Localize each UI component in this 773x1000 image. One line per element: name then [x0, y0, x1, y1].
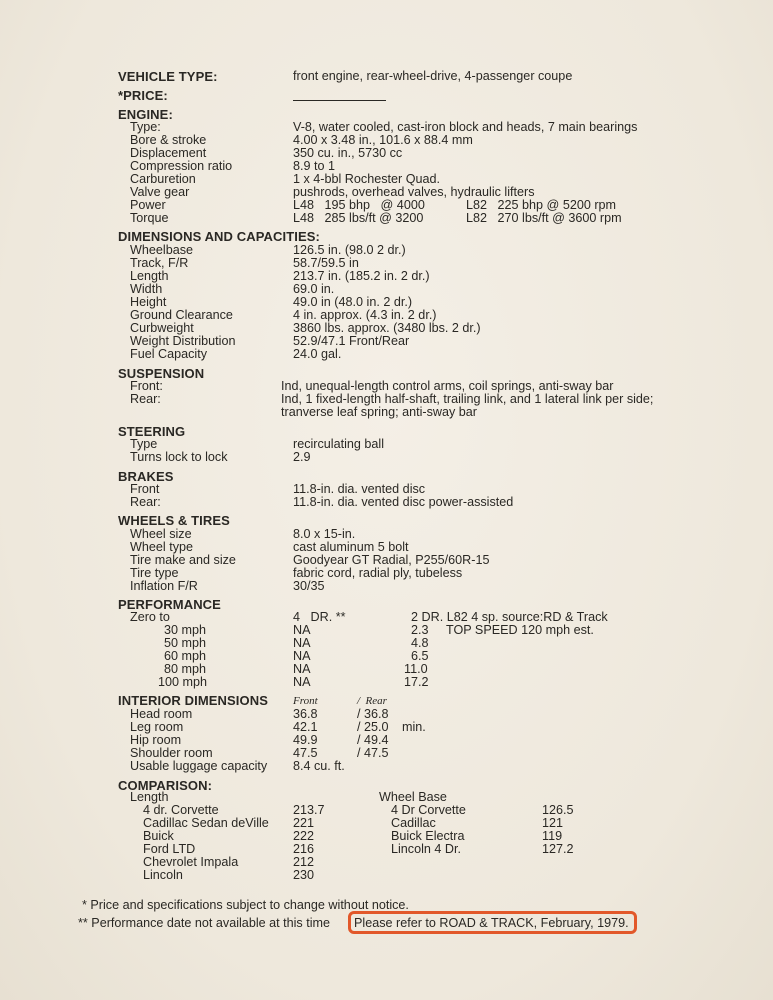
length-car: Buick [143, 829, 174, 843]
perf-2dr-value: 4.8 [411, 636, 429, 650]
wheels-heading: WHEELS & TIRES [118, 513, 230, 528]
spec-value: cast aluminum 5 bolt [293, 540, 409, 554]
comparison-row [0, 869, 773, 882]
wheelbase-car: Buick Electra [391, 829, 465, 843]
spec-value: 4 in. approx. (4.3 in. 2 dr.) [293, 308, 437, 322]
zero-to-label: Zero to [130, 610, 170, 624]
spec-label: Curbweight [130, 321, 194, 335]
wheelbase-header: Wheel Base [379, 790, 447, 804]
comparison-row [0, 804, 773, 817]
interior-luggage-row [0, 760, 773, 773]
spec-label: Turns lock to lock [130, 450, 228, 464]
spec-label: Front [130, 482, 160, 496]
interior-front-header: Front [293, 695, 318, 707]
wheels-row [0, 567, 773, 580]
perf-2dr-value: 6.5 [411, 649, 429, 663]
spec-label: Valve gear [130, 185, 190, 199]
steering-row [0, 438, 773, 451]
interior-rear-value: / 47.5 [357, 746, 389, 760]
length-value: 222 [293, 829, 315, 843]
interior-front-value: 47.5 [293, 746, 318, 760]
wheelbase-value: 119 [542, 829, 563, 843]
wheelbase-value: 121 [542, 816, 564, 830]
spec-label: Ground Clearance [130, 308, 233, 322]
spec-label: Bore & stroke [130, 133, 207, 147]
spec-label: Type [130, 437, 158, 451]
length-value: 221 [293, 816, 315, 830]
interior-front-value: 42.1 [293, 720, 318, 734]
spec-label: Width [130, 282, 163, 296]
vehicle-type-label: VEHICLE TYPE: [118, 69, 218, 84]
spec-value: V-8, water cooled, cast-iron block and heads, 7 main bearings [293, 120, 638, 134]
perf-speed-label: 60 mph [164, 649, 207, 663]
spec-value: 69.0 in. [293, 282, 335, 296]
comparison-row [0, 856, 773, 869]
spec-label: Head room [130, 707, 193, 721]
spec-value: 49.0 in (48.0 in. 2 dr.) [293, 295, 413, 309]
spec-label: Tire make and size [130, 553, 236, 567]
power-l82: L82 225 bhp @ 5200 rpm [466, 198, 617, 212]
wheelbase-value: 126.5 [542, 803, 574, 817]
performance-row [0, 624, 773, 637]
spec-value: recirculating ball [293, 437, 384, 451]
brakes-heading: BRAKES [118, 469, 174, 484]
wheels-row [0, 580, 773, 593]
spec-label: Torque [130, 211, 169, 225]
spec-label: Rear: [130, 392, 161, 406]
spec-value: 8.0 x 15-in. [293, 527, 356, 541]
comparison-row [0, 817, 773, 830]
spec-value: 11.8-in. dia. vented disc [293, 482, 426, 496]
perf-2dr-value: 17.2 [404, 675, 429, 689]
perf-speed-label: 100 mph [158, 675, 208, 689]
length-car: Cadillac Sedan deVille [143, 816, 269, 830]
interior-row [0, 747, 773, 760]
perf-2dr-value: 2.3 [411, 623, 429, 637]
brakes-row [0, 496, 773, 509]
perf-speed-label: 30 mph [164, 623, 207, 637]
perf-2dr-value: 11.0 [404, 662, 428, 676]
dimensions-row [0, 348, 773, 361]
wheelbase-car: 4 Dr Corvette [391, 803, 466, 817]
spec-label: Usable luggage capacity [130, 759, 268, 773]
perf-4dr-value: NA [293, 662, 311, 676]
spec-label: Inflation F/R [130, 579, 198, 593]
performance-header-row [0, 611, 773, 624]
interior-rear-value: / 49.4 [357, 733, 389, 747]
spec-value: fabric cord, radial ply, tubeless [293, 566, 463, 580]
spec-value: 3860 lbs. approx. (3480 lbs. 2 dr.) [293, 321, 481, 335]
spec-label: Wheel size [130, 527, 192, 541]
vehicle-type-value: front engine, rear-wheel-drive, 4-passenger coupe [293, 69, 573, 83]
footnote-price: * Price and specifications subject to change without notice. [82, 898, 409, 912]
perf-speed-label: 80 mph [164, 662, 207, 676]
perf-4dr-value: NA [293, 649, 311, 663]
comparison-row [0, 843, 773, 856]
interior-front-value: 36.8 [293, 707, 318, 721]
spec-value: 1 x 4-bbl Rochester Quad. [293, 172, 441, 186]
torque-l82: L82 270 lbs/ft @ 3600 rpm [466, 211, 622, 225]
spec-value: Ind, 1 fixed-length half-shaft, trailing link, and 1 lateral link per side; [281, 392, 654, 406]
spec-label: Tire type [130, 566, 179, 580]
perf-speed-label: 50 mph [164, 636, 207, 650]
suspension-rear-row-2 [0, 406, 773, 419]
spec-value: 58.7/59.5 in [293, 256, 359, 270]
length-header: Length [130, 790, 169, 804]
length-value: 213.7 [293, 803, 325, 817]
performance-row [0, 676, 773, 689]
price-label: *PRICE: [118, 88, 168, 103]
spec-value: 24.0 gal. [293, 347, 342, 361]
top-speed: TOP SPEED 120 mph est. [446, 623, 594, 637]
spec-label: Wheelbase [130, 243, 194, 257]
comparison-row [0, 830, 773, 843]
spec-value: Ind, unequal-length control arms, coil springs, anti-sway bar [281, 379, 614, 393]
length-car: Ford LTD [143, 842, 196, 856]
torque-l48: L48 285 lbs/ft @ 3200 [293, 211, 424, 225]
spec-value: tranverse leaf spring; anti-sway bar [281, 405, 477, 419]
spec-value: 8.4 cu. ft. [293, 759, 345, 773]
dimensions-row [0, 270, 773, 283]
spec-label: Length [130, 269, 169, 283]
spec-label: Power [130, 198, 166, 212]
wheelbase-value: 127.2 [542, 842, 574, 856]
spec-label: Type: [130, 120, 161, 134]
spec-label: Compression ratio [130, 159, 233, 173]
performance-heading: PERFORMANCE [118, 597, 221, 612]
spec-value: pushrods, overhead valves, hydraulic lifters [293, 185, 535, 199]
spec-value: 213.7 in. (185.2 in. 2 dr.) [293, 269, 430, 283]
length-car: Chevrolet Impala [143, 855, 239, 869]
dimensions-row [0, 335, 773, 348]
power-l48: L48 195 bhp @ 4000 [293, 198, 425, 212]
spec-value: 2.9 [293, 450, 311, 464]
interior-rear-value: / 36.8 [357, 707, 389, 721]
suspension-heading: SUSPENSION [118, 366, 205, 381]
spec-label: Hip room [130, 733, 182, 747]
spec-label: Carburetion [130, 172, 196, 186]
spec-value: 11.8-in. dia. vented disc power-assisted [293, 495, 514, 509]
spec-label: Leg room [130, 720, 184, 734]
perf-4dr-value: NA [293, 636, 311, 650]
footnote-performance: ** Performance date not available at this time [78, 916, 331, 930]
spec-label: Rear: [130, 495, 161, 509]
interior-rear-header: / Rear [357, 695, 387, 707]
engine-heading: ENGINE: [118, 107, 173, 122]
spec-value: Goodyear GT Radial, P255/60R-15 [293, 553, 490, 567]
spec-value: 4.00 x 3.48 in., 101.6 x 88.4 mm [293, 133, 473, 147]
spec-label: Displacement [130, 146, 207, 160]
perf-4dr-value: NA [293, 675, 311, 689]
interior-rear-value: / 25.0 [357, 720, 389, 734]
performance-row [0, 650, 773, 663]
spec-label: Front: [130, 379, 163, 393]
interior-heading: INTERIOR DIMENSIONS [118, 693, 268, 708]
steering-heading: STEERING [118, 424, 186, 439]
spec-value: 8.9 to 1 [293, 159, 336, 173]
spec-label: Track, F/R [130, 256, 189, 270]
interior-extra: min. [402, 720, 426, 734]
spec-label: Height [130, 295, 167, 309]
wheelbase-car: Cadillac [391, 816, 436, 830]
length-car: 4 dr. Corvette [143, 803, 219, 817]
spec-label: Shoulder room [130, 746, 213, 760]
spec-value: 126.5 in. (98.0 2 dr.) [293, 243, 406, 257]
perf-col-2dr: 2 DR. L82 4 sp. source:RD & Track [411, 610, 608, 624]
perf-col-4dr: 4 DR. ** [293, 610, 346, 624]
dimensions-heading: DIMENSIONS AND CAPACITIES: [118, 229, 320, 244]
length-value: 230 [293, 868, 315, 882]
length-value: 216 [293, 842, 315, 856]
comparison-heading: COMPARISON: [118, 778, 213, 793]
performance-row [0, 663, 773, 676]
wheelbase-car: Lincoln 4 Dr. [391, 842, 462, 856]
engine-torque-row [0, 212, 773, 225]
spec-label: Wheel type [130, 540, 193, 554]
spec-label: Weight Distribution [130, 334, 236, 348]
price-blank-line [293, 100, 386, 101]
spec-value: 52.9/47.1 Front/Rear [293, 334, 410, 348]
engine-row [0, 147, 773, 160]
length-car: Lincoln [143, 868, 183, 882]
interior-front-value: 49.9 [293, 733, 318, 747]
dimensions-row [0, 244, 773, 257]
length-value: 212 [293, 855, 315, 869]
performance-row [0, 637, 773, 650]
spec-value: 30/35 [293, 579, 325, 593]
steering-row [0, 451, 773, 464]
spec-value: 350 cu. in., 5730 cc [293, 146, 403, 160]
road-and-track-reference: Please refer to ROAD & TRACK, February, 1979. [354, 916, 629, 930]
comparison-header-row [0, 791, 773, 804]
perf-4dr-value: NA [293, 623, 311, 637]
spec-label: Fuel Capacity [130, 347, 207, 361]
